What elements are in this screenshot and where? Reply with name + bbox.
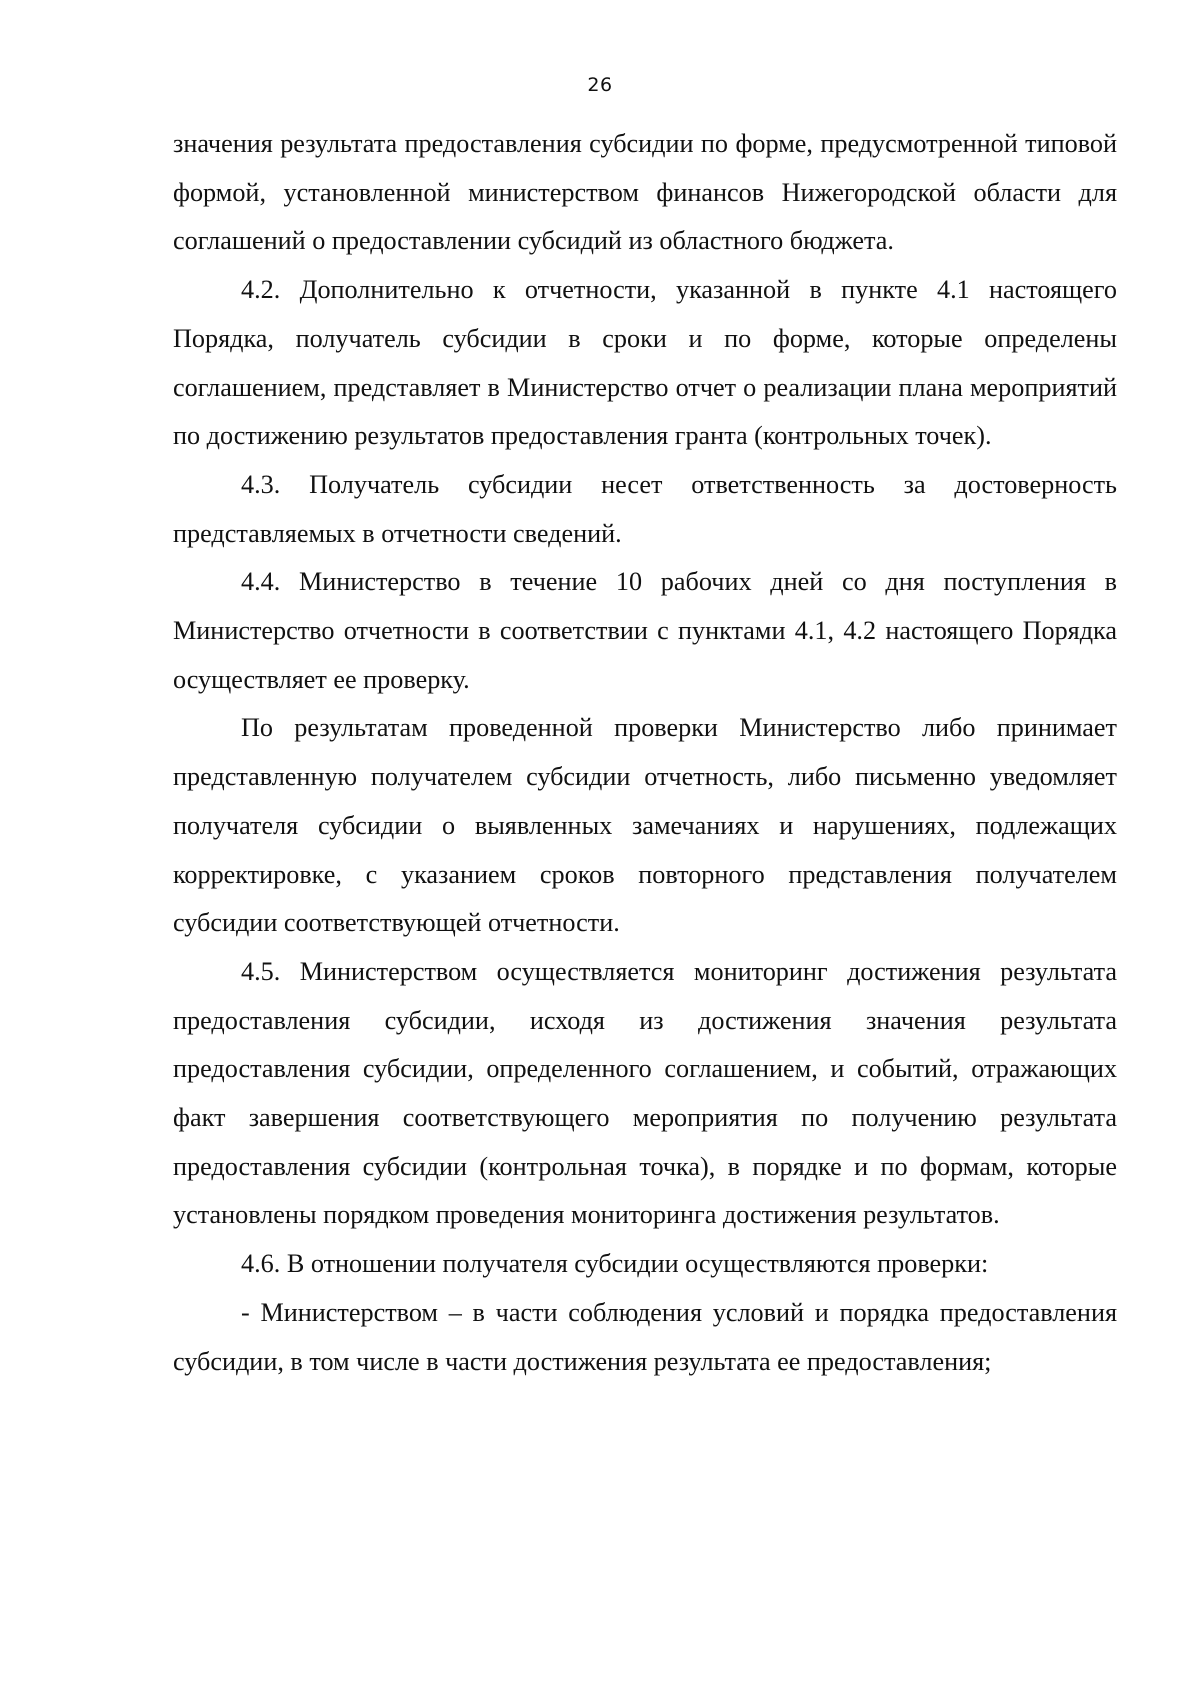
document-body bbox=[173, 120, 1117, 1386]
paragraph-4-4: 4.4. Министерство в течение 10 рабочих дней со дня поступления в Министерство отчетности в соответствии с пунктами 4.1, 4.2 настоящего Порядка осуществляет ее проверку. bbox=[173, 567, 1117, 694]
paragraph-4-6: 4.6. В отношении получателя субсидии осуществляются проверки: bbox=[241, 1249, 989, 1279]
paragraph-4-3: 4.3. Получатель субсидии несет ответственность за достоверность представляемых в отчетности сведений. bbox=[173, 469, 1117, 548]
paragraph-check-results: По результатам проведенной проверки Министерство либо принимает представленную получателем субсидии отчетность, либо письменно уведомляет получателя субсидии о выявленных замечаниях и нарушениях, подлежащих корректировке, с указанием сроков повторного представления получателем субсидии соответствующей отчетности. bbox=[173, 713, 1117, 938]
paragraph-4-5: 4.5. Министерством осуществляется мониторинг достижения результата предоставления субсидии, исходя из достижения значения результата предоставления субсидии, определенного соглашением, и событий, отражающих факт завершения соответствующего мероприятия по получению результата предоставления субсидии (контрольная точка), в порядке и по формам, которые установлены порядком проведения мониторинга достижения результатов. bbox=[173, 956, 1117, 1230]
list-item-ministry: - Министерством – в части соблюдения условий и порядка предоставления субсидии, в том числе в части достижения результата ее предоставления; bbox=[173, 1297, 1117, 1376]
paragraph-4-2: 4.2. Дополнительно к отчетности, указанной в пункте 4.1 настоящего Порядка, получатель субсидии в сроки и по форме, которые определены соглашением, представляет в Министерство отчет о реализации плана мероприятий по достижению результатов предоставления гранта (контрольных точек). bbox=[173, 275, 1117, 451]
page-number: 26 bbox=[587, 74, 613, 96]
paragraph-continuation: значения результата предоставления субсидии по форме, предусмотренной типовой формой, установленной министерством финансов Нижегородской области для соглашений о предоставлении субсидий из областного бюджета. bbox=[173, 129, 1117, 256]
